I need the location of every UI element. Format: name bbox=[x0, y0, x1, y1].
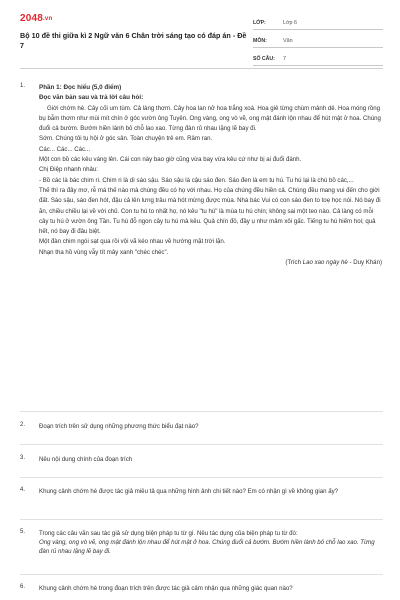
question-text: Nêu nội dung chính của đoạn trích bbox=[39, 456, 133, 463]
question-text: Trong các câu văn sau tác giả sử dụng biện pháp tu từ gì. Nêu tác dụng của biện pháp tu từ đó: bbox=[39, 530, 298, 537]
header-divider bbox=[20, 68, 383, 69]
document-meta bbox=[253, 12, 383, 66]
document-title: Bộ 10 đề thi giữa kì 2 Ngữ văn 6 Chân trời sáng tạo có đáp án - Đề 7 bbox=[20, 31, 247, 50]
question-text: Khung cảnh chớm hè được tác giả miêu tả qua những hình ảnh chi tiết nào? Em có nhận gì về không gian ấy? bbox=[39, 488, 339, 495]
question-divider bbox=[20, 519, 383, 520]
question-text: Khung cảnh chớm hè trong đoạn trích trên được tác giả cảm nhận qua những giác quan nào? bbox=[39, 585, 293, 592]
passage-paragraph: Một con bồ các kêu váng lên. Cái con này bao giờ cũng vừa bay vừa kêu cứ như bị ai đuổi đánh. bbox=[39, 156, 302, 164]
question-5 bbox=[20, 529, 382, 556]
meta-label: MÔN: bbox=[253, 38, 267, 44]
passage-paragraph: Một đàn chim ngói sạt qua rồi vội vã kéo nhau về hướng mặt trời lặn. bbox=[39, 238, 226, 246]
passage-paragraph: Nhạn tha hồ vùng vẫy tít mây xanh "chéc chéc". bbox=[39, 248, 169, 256]
question-number: 2. bbox=[20, 422, 26, 428]
question-3 bbox=[20, 455, 382, 464]
logo-text: 2048 bbox=[20, 13, 44, 24]
question-number: 1. bbox=[20, 83, 26, 89]
passage-paragraph: - Bồ các là bác chim ri. Chim ri là dì sáo sậu. Sáo sậu là cậu sáo đen. Sáo đen là em tu hú. Tu hú lại là chú bồ các,... bbox=[39, 176, 354, 184]
question-number: 4. bbox=[20, 487, 26, 493]
question-quote: Ong vàng, ong vò vẽ, ong mật đánh lộn nhau để hút mật ở hoa. Chúng đuổi cả bướm. Bướm hiền lành bỏ chỗ lao xao. Từng đàn rủ nhau lặng lẽ bay đi. bbox=[39, 539, 375, 555]
meta-row-count bbox=[253, 48, 383, 66]
question-divider bbox=[20, 477, 383, 478]
source-title: Lao xao ngày hè bbox=[302, 259, 348, 267]
site-logo[interactable] bbox=[20, 13, 52, 24]
question-divider bbox=[20, 444, 383, 445]
question-2 bbox=[20, 422, 382, 431]
question-text: Đoạn trích trên sử dụng những phương thức biểu đạt nào? bbox=[39, 423, 199, 430]
meta-value: Văn bbox=[283, 38, 293, 44]
meta-label: LỚP: bbox=[253, 20, 266, 26]
reading-instruction: Đọc văn bản sau và trả lời câu hỏi: bbox=[39, 94, 144, 102]
passage-paragraph: Sớm. Chúng tôi tụ hội ở góc sân. Toàn chuyện trẻ em. Râm ran. bbox=[39, 135, 213, 143]
passage-paragraph: Thế thì ra đây mơ, rễ má thế nào mà chúng đều có họ với nhau. Họ của chúng đều hiền cả. Chúng đều mang vui đến cho giời đất. Sáo sậu, sáo đen hót, đậu cả lên lưng trâu mà hót mừng được mùa. Nhà bác Vui có con sáo đen to toẹ học nói. Nó bay đi ăn, chiều chiều lại về với chủ. Con tu hú to nhất họ, nó kêu "tu hú" là mùa tu hú chín; không sai một teo nào. Cả làng có mỗi cây tu hú ở vườn ông Tần. Tu hú đỗ ngon cây tu hú mà kêu. Quả chín đỏ, đầy ụ như mâm xôi gấc. Tiếng tu hú hiếm hoi; quả hết, nó bay đi đâu biệt. bbox=[39, 186, 381, 236]
question-4 bbox=[20, 487, 382, 496]
meta-row-subject bbox=[253, 30, 383, 48]
passage-paragraph: Chị Điệp nhanh nhảu: bbox=[39, 166, 98, 174]
passage-paragraph: Các... Các... Các... bbox=[39, 145, 91, 153]
meta-label: SỐ CÂU: bbox=[253, 56, 275, 62]
passage-paragraph: Giời chớm hè. Cây cối um tùm. Cả làng thơm. Cây hoa lan nở hoa trắng xoá. Hoa giẻ từng chùm mảnh dẻ. Hoa móng rồng bụ bẫm thơm như mùi mít chín ở góc vườn ông Tuyên. Ong vàng, ong vò vẽ, ong mật đánh lộn nhau để hút mật ở hoa. Chúng đuổi cả bướm. Bướm hiền lành bỏ chỗ lao xao. Từng đàn rủ nhau lặng lẽ bay đi. bbox=[39, 104, 381, 133]
question-divider bbox=[20, 574, 383, 575]
part-title: Phần 1: Đọc hiểu (5,0 điểm) bbox=[39, 84, 122, 91]
question-number: 5. bbox=[20, 529, 26, 535]
question-number: 3. bbox=[20, 455, 26, 461]
meta-row-class bbox=[253, 12, 383, 30]
question-divider bbox=[20, 411, 383, 412]
logo-tld: .vn bbox=[43, 16, 53, 22]
question-number: 6. bbox=[20, 584, 26, 590]
meta-value: 7 bbox=[283, 56, 286, 62]
passage-source: (Trích Lao xao ngày hè - Duy Khán) bbox=[285, 259, 382, 267]
meta-value: Lớp 6 bbox=[283, 20, 298, 26]
question-1 bbox=[20, 83, 382, 268]
question-6 bbox=[20, 584, 382, 593]
